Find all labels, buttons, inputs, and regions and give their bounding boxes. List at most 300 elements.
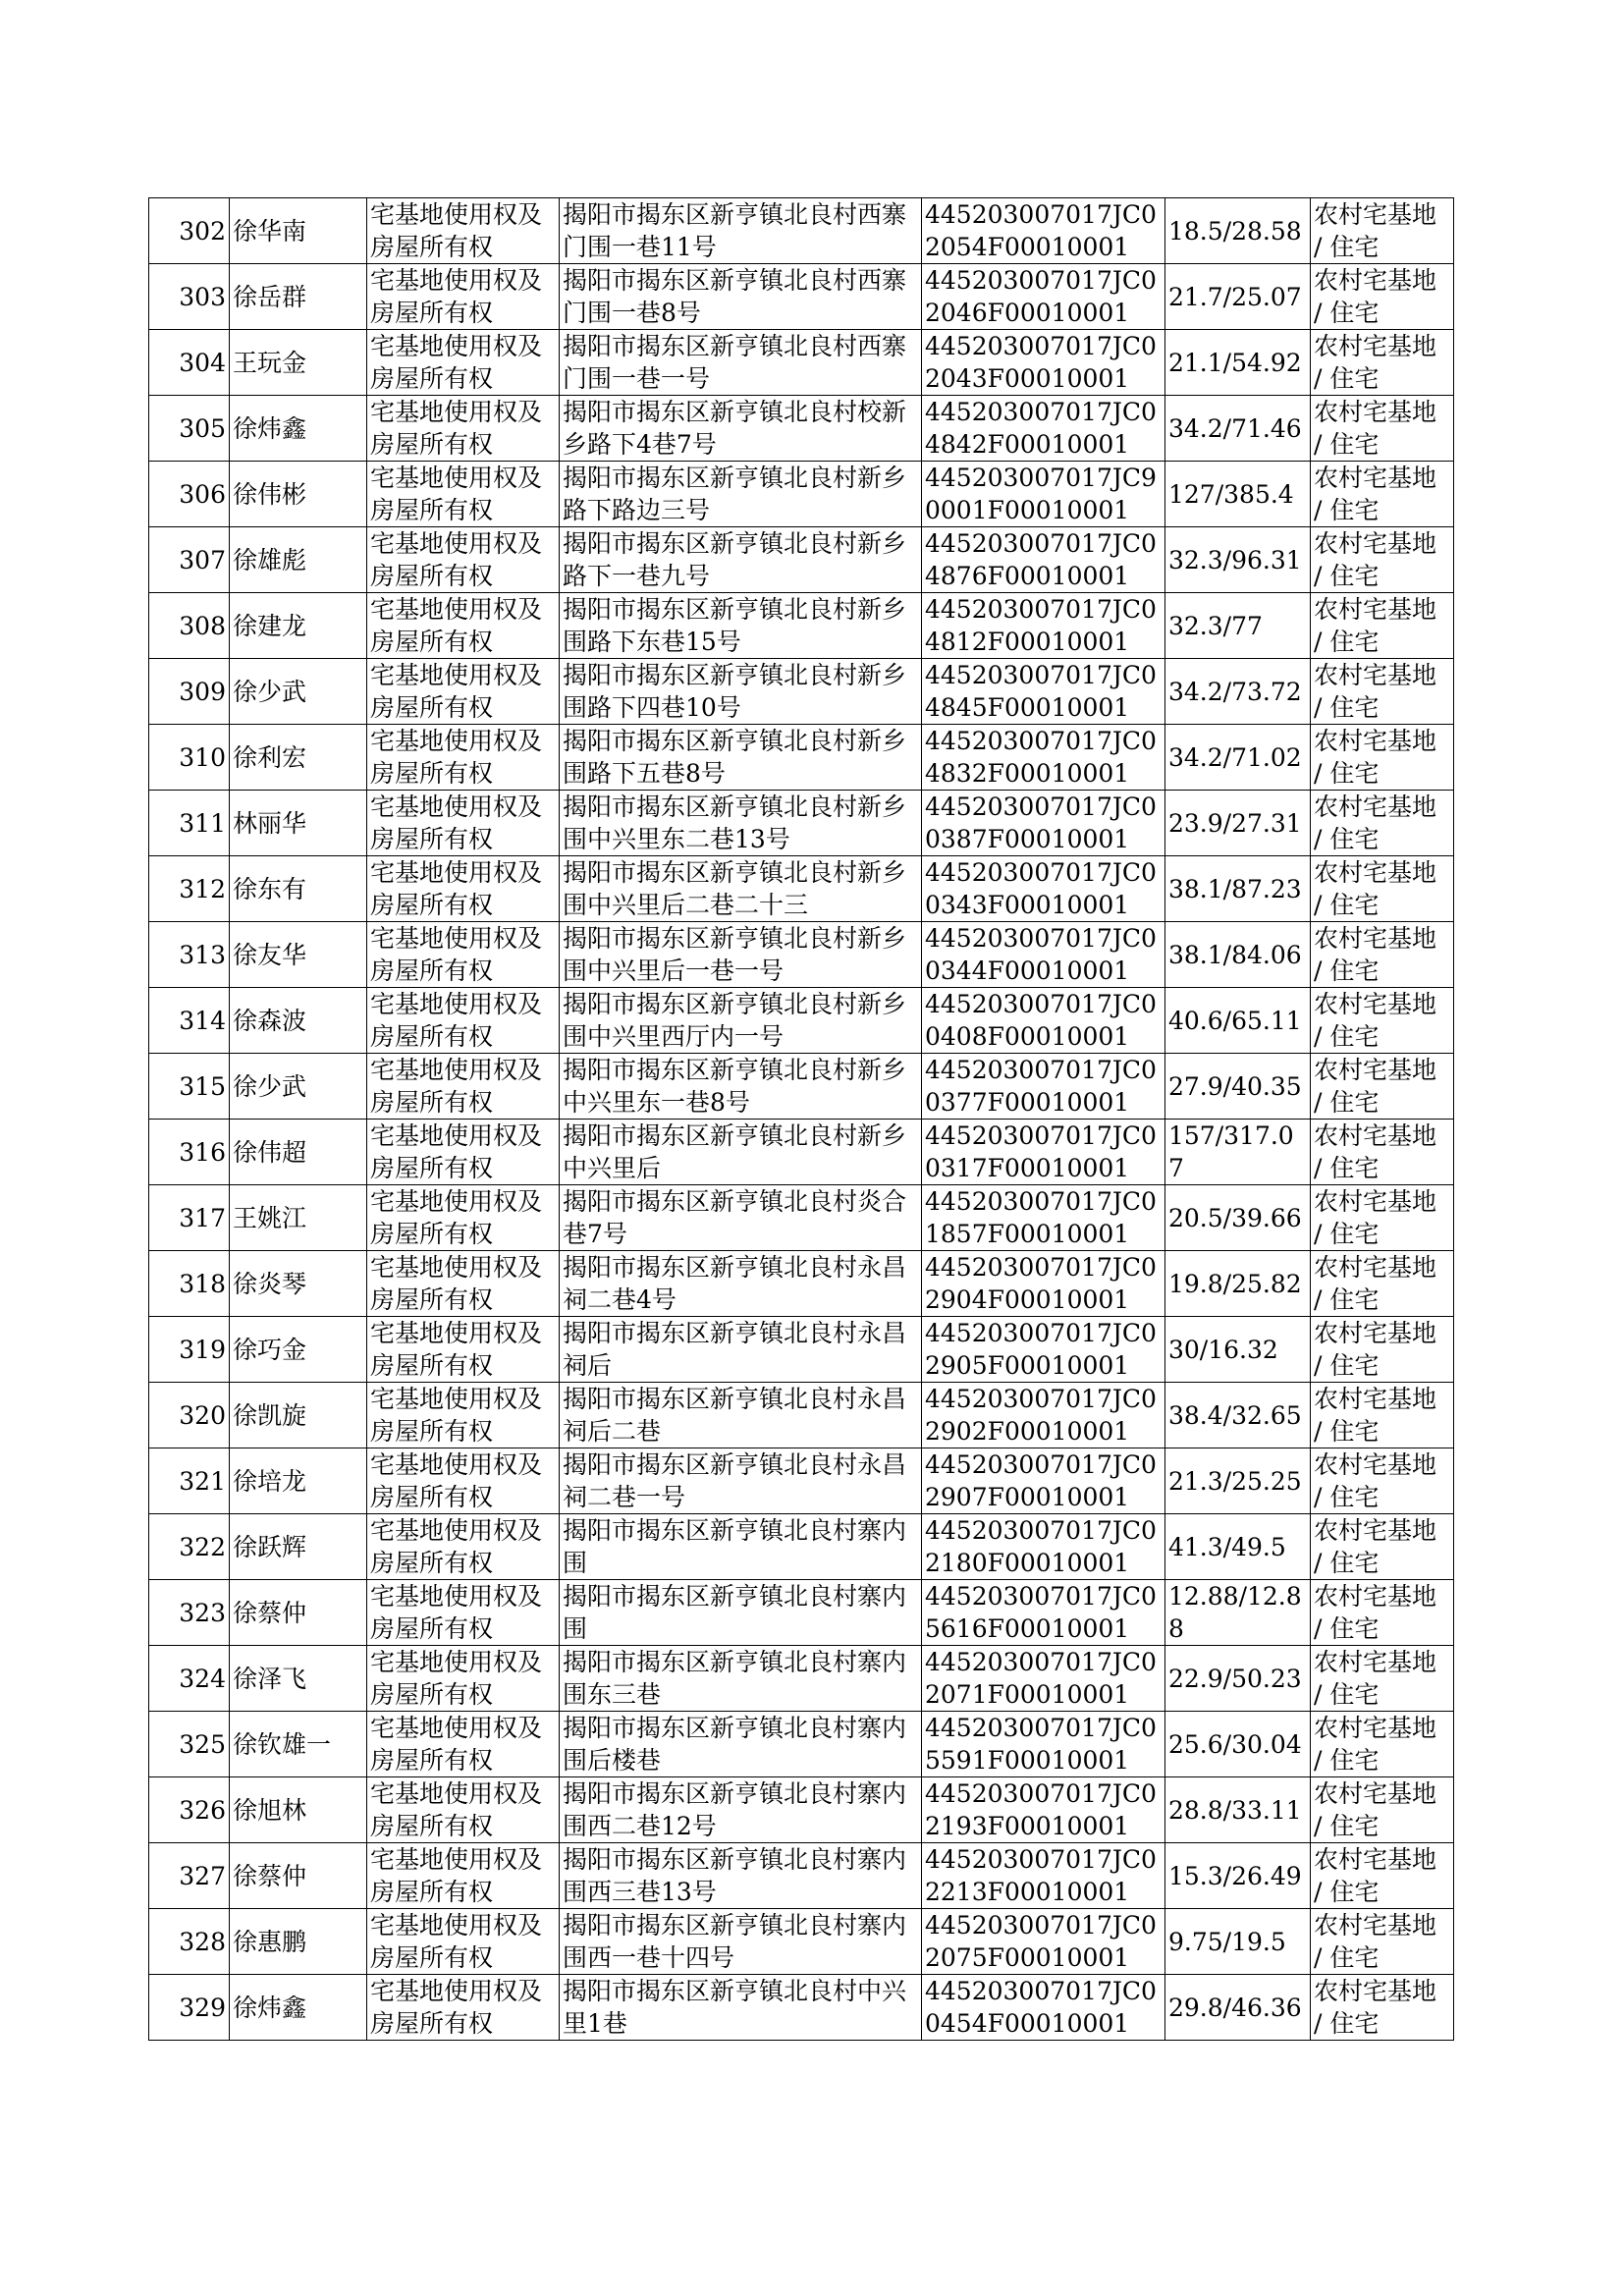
row-number-text: 315 (179, 1071, 226, 1101)
address-text: 揭阳市揭东区新亨镇北良村寨内围西二巷12号 (563, 1779, 907, 1840)
row-number-text: 303 (179, 282, 226, 311)
right-type-cell (367, 1054, 560, 1120)
table-row (149, 396, 1454, 462)
address-cell (560, 1843, 922, 1909)
usage-text: 农村宅基地 / 住宅 (1314, 1187, 1437, 1248)
area-cell (1165, 1909, 1311, 1975)
right-type-cell (367, 1120, 560, 1185)
registry-body (149, 198, 1454, 2041)
usage-cell (1311, 330, 1454, 396)
right-type-text: 宅基地使用权及房屋所有权 (370, 1319, 543, 1380)
owner-name-cell (230, 527, 367, 593)
usage-cell (1311, 198, 1454, 264)
usage-cell (1311, 396, 1454, 462)
usage-text: 农村宅基地 / 住宅 (1314, 661, 1437, 722)
area-cell (1165, 659, 1311, 725)
row-number-cell (149, 1383, 230, 1448)
right-type-text: 宅基地使用权及房屋所有权 (370, 1779, 543, 1840)
address-cell (560, 1975, 922, 2041)
right-type-text: 宅基地使用权及房屋所有权 (370, 332, 543, 393)
parcel-code-cell (922, 1777, 1165, 1843)
row-number-text: 328 (179, 1927, 226, 1956)
address-text: 揭阳市揭东区新亨镇北良村寨内围后楼巷 (563, 1714, 907, 1775)
row-number-text: 324 (179, 1664, 226, 1693)
owner-name-cell (230, 1777, 367, 1843)
usage-text: 农村宅基地 / 住宅 (1314, 1385, 1437, 1446)
parcel-code-text: 445203007017JC00377F00010001 (925, 1056, 1157, 1117)
parcel-code-cell (922, 725, 1165, 791)
area-text: 38.1/87.23 (1168, 874, 1302, 903)
owner-name-text: 徐雄彪 (233, 545, 307, 574)
right-type-cell (367, 1909, 560, 1975)
right-type-cell (367, 1843, 560, 1909)
area-cell (1165, 856, 1311, 922)
parcel-code-cell (922, 1975, 1165, 2041)
row-number-cell (149, 791, 230, 856)
parcel-code-cell (922, 1448, 1165, 1514)
owner-name-cell (230, 1251, 367, 1317)
table-row (149, 1317, 1454, 1383)
usage-text: 农村宅基地 / 住宅 (1314, 1582, 1437, 1643)
address-text: 揭阳市揭东区新亨镇北良村新乡围中兴里后二巷二十三 (563, 858, 907, 919)
area-text: 22.9/50.23 (1168, 1664, 1302, 1693)
usage-cell (1311, 593, 1454, 659)
usage-text: 农村宅基地 / 住宅 (1314, 398, 1437, 459)
address-text: 揭阳市揭东区新亨镇北良村西寨门围一巷11号 (563, 200, 907, 261)
address-text: 揭阳市揭东区新亨镇北良村新乡围中兴里西厅内一号 (563, 990, 907, 1051)
usage-cell (1311, 1843, 1454, 1909)
table-row (149, 1975, 1454, 2041)
parcel-code-text: 445203007017JC05591F00010001 (925, 1714, 1157, 1775)
right-type-cell (367, 593, 560, 659)
owner-name-cell (230, 462, 367, 527)
area-text: 30/16.32 (1168, 1335, 1278, 1364)
row-number-text: 322 (179, 1532, 226, 1561)
area-cell (1165, 1054, 1311, 1120)
owner-name-cell (230, 1383, 367, 1448)
parcel-code-cell (922, 856, 1165, 922)
row-number-cell (149, 1185, 230, 1251)
address-cell (560, 1185, 922, 1251)
address-cell (560, 1251, 922, 1317)
right-type-cell (367, 922, 560, 988)
area-text: 21.1/54.92 (1168, 348, 1302, 377)
area-cell (1165, 1712, 1311, 1777)
table-row (149, 725, 1454, 791)
owner-name-text: 徐蔡仲 (233, 1861, 307, 1890)
right-type-cell (367, 1251, 560, 1317)
right-type-cell (367, 264, 560, 330)
row-number-cell (149, 198, 230, 264)
right-type-cell (367, 462, 560, 527)
usage-cell (1311, 527, 1454, 593)
right-type-cell (367, 527, 560, 593)
area-text: 27.9/40.35 (1168, 1071, 1302, 1101)
address-cell (560, 1712, 922, 1777)
owner-name-cell (230, 659, 367, 725)
address-cell (560, 1120, 922, 1185)
parcel-code-cell (922, 1317, 1165, 1383)
owner-name-cell (230, 1514, 367, 1580)
area-cell (1165, 593, 1311, 659)
owner-name-text: 徐炜鑫 (233, 1993, 307, 2022)
right-type-text: 宅基地使用权及房屋所有权 (370, 529, 543, 590)
address-text: 揭阳市揭东区新亨镇北良村校新乡路下4巷7号 (563, 398, 907, 459)
table-row (149, 922, 1454, 988)
address-cell (560, 1514, 922, 1580)
area-text: 34.2/73.72 (1168, 677, 1302, 706)
parcel-code-text: 445203007017JC02213F00010001 (925, 1845, 1157, 1906)
usage-text: 农村宅基地 / 住宅 (1314, 464, 1437, 524)
address-cell (560, 264, 922, 330)
usage-cell (1311, 988, 1454, 1054)
usage-cell (1311, 1580, 1454, 1646)
area-text: 29.8/46.36 (1168, 1993, 1302, 2022)
address-text: 揭阳市揭东区新亨镇北良村西寨门围一巷一号 (563, 332, 907, 393)
usage-text: 农村宅基地 / 住宅 (1314, 529, 1437, 590)
row-number-text: 310 (179, 742, 226, 772)
row-number-cell (149, 1448, 230, 1514)
row-number-cell (149, 1975, 230, 2041)
table-row (149, 1580, 1454, 1646)
right-type-text: 宅基地使用权及房屋所有权 (370, 924, 543, 985)
area-cell (1165, 1646, 1311, 1712)
owner-name-cell (230, 1646, 367, 1712)
right-type-text: 宅基地使用权及房屋所有权 (370, 1516, 543, 1577)
owner-name-text: 徐凯旋 (233, 1400, 307, 1430)
owner-name-cell (230, 1120, 367, 1185)
table-row (149, 1843, 1454, 1909)
address-cell (560, 988, 922, 1054)
owner-name-text: 徐炎琴 (233, 1269, 307, 1298)
row-number-text: 317 (179, 1203, 226, 1232)
address-text: 揭阳市揭东区新亨镇北良村新乡路下一巷九号 (563, 529, 907, 590)
parcel-code-text: 445203007017JC02043F00010001 (925, 332, 1157, 393)
parcel-code-text: 445203007017JC00387F00010001 (925, 792, 1157, 853)
right-type-cell (367, 1975, 560, 2041)
usage-text: 农村宅基地 / 住宅 (1314, 1648, 1437, 1709)
table-row (149, 856, 1454, 922)
area-text: 21.3/25.25 (1168, 1466, 1302, 1496)
area-cell (1165, 198, 1311, 264)
owner-name-cell (230, 1054, 367, 1120)
usage-cell (1311, 1448, 1454, 1514)
parcel-code-cell (922, 1185, 1165, 1251)
table-row (149, 1909, 1454, 1975)
usage-text: 农村宅基地 / 住宅 (1314, 1253, 1437, 1314)
owner-name-text: 徐巧金 (233, 1335, 307, 1364)
area-cell (1165, 1975, 1311, 2041)
table-row (149, 593, 1454, 659)
area-text: 25.6/30.04 (1168, 1729, 1302, 1759)
area-text: 38.1/84.06 (1168, 940, 1302, 969)
property-registry-table (148, 197, 1454, 2041)
usage-text: 农村宅基地 / 住宅 (1314, 595, 1437, 656)
row-number-text: 321 (179, 1466, 226, 1496)
address-text: 揭阳市揭东区新亨镇北良村寨内围西三巷13号 (563, 1845, 907, 1906)
table-row (149, 1777, 1454, 1843)
right-type-text: 宅基地使用权及房屋所有权 (370, 727, 543, 788)
parcel-code-text: 445203007017JC04832F00010001 (925, 727, 1157, 788)
right-type-cell (367, 1646, 560, 1712)
parcel-code-cell (922, 791, 1165, 856)
parcel-code-cell (922, 1712, 1165, 1777)
parcel-code-text: 445203007017JC02904F00010001 (925, 1253, 1157, 1314)
table-row (149, 1120, 1454, 1185)
right-type-text: 宅基地使用权及房屋所有权 (370, 792, 543, 853)
right-type-text: 宅基地使用权及房屋所有权 (370, 1714, 543, 1775)
owner-name-text: 徐蔡仲 (233, 1598, 307, 1627)
owner-name-cell (230, 988, 367, 1054)
row-number-cell (149, 396, 230, 462)
table-row (149, 988, 1454, 1054)
parcel-code-cell (922, 1120, 1165, 1185)
usage-cell (1311, 264, 1454, 330)
address-text: 揭阳市揭东区新亨镇北良村新乡围路下四巷10号 (563, 661, 907, 722)
usage-cell (1311, 659, 1454, 725)
address-cell (560, 1580, 922, 1646)
area-cell (1165, 1448, 1311, 1514)
address-text: 揭阳市揭东区新亨镇北良村新乡路下路边三号 (563, 464, 907, 524)
owner-name-cell (230, 1909, 367, 1975)
area-cell (1165, 1185, 1311, 1251)
parcel-code-cell (922, 330, 1165, 396)
usage-cell (1311, 791, 1454, 856)
row-number-cell (149, 462, 230, 527)
table-row (149, 791, 1454, 856)
area-text: 15.3/26.49 (1168, 1861, 1302, 1890)
area-text: 20.5/39.66 (1168, 1203, 1302, 1232)
area-cell (1165, 1514, 1311, 1580)
usage-text: 农村宅基地 / 住宅 (1314, 792, 1437, 853)
area-text: 9.75/19.5 (1168, 1927, 1286, 1956)
usage-cell (1311, 1120, 1454, 1185)
address-cell (560, 593, 922, 659)
right-type-text: 宅基地使用权及房屋所有权 (370, 266, 543, 327)
usage-cell (1311, 1777, 1454, 1843)
address-cell (560, 1448, 922, 1514)
row-number-cell (149, 330, 230, 396)
owner-name-text: 徐炜鑫 (233, 413, 307, 443)
usage-text: 农村宅基地 / 住宅 (1314, 200, 1437, 261)
usage-text: 农村宅基地 / 住宅 (1314, 1450, 1437, 1511)
area-cell (1165, 1317, 1311, 1383)
address-cell (560, 1054, 922, 1120)
address-text: 揭阳市揭东区新亨镇北良村炎合巷7号 (563, 1187, 907, 1248)
address-text: 揭阳市揭东区新亨镇北良村中兴里1巷 (563, 1977, 907, 2038)
right-type-text: 宅基地使用权及房屋所有权 (370, 1450, 543, 1511)
right-type-text: 宅基地使用权及房屋所有权 (370, 1121, 543, 1182)
row-number-text: 318 (179, 1269, 226, 1298)
owner-name-cell (230, 725, 367, 791)
area-cell (1165, 725, 1311, 791)
owner-name-cell (230, 1580, 367, 1646)
address-cell (560, 198, 922, 264)
area-text: 40.6/65.11 (1168, 1006, 1302, 1035)
owner-name-cell (230, 1448, 367, 1514)
address-cell (560, 922, 922, 988)
usage-cell (1311, 1909, 1454, 1975)
row-number-cell (149, 922, 230, 988)
usage-text: 农村宅基地 / 住宅 (1314, 266, 1437, 327)
usage-cell (1311, 1514, 1454, 1580)
usage-cell (1311, 1646, 1454, 1712)
usage-text: 农村宅基地 / 住宅 (1314, 1977, 1437, 2038)
right-type-text: 宅基地使用权及房屋所有权 (370, 398, 543, 459)
address-text: 揭阳市揭东区新亨镇北良村新乡中兴里后 (563, 1121, 907, 1182)
right-type-text: 宅基地使用权及房屋所有权 (370, 1582, 543, 1643)
usage-text: 农村宅基地 / 住宅 (1314, 990, 1437, 1051)
table-row (149, 1251, 1454, 1317)
row-number-text: 302 (179, 216, 226, 246)
parcel-code-text: 445203007017JC00317F00010001 (925, 1121, 1157, 1182)
owner-name-text: 徐泽飞 (233, 1664, 307, 1693)
usage-cell (1311, 1251, 1454, 1317)
parcel-code-cell (922, 1514, 1165, 1580)
area-text: 32.3/96.31 (1168, 545, 1302, 574)
row-number-text: 316 (179, 1137, 226, 1167)
row-number-text: 327 (179, 1861, 226, 1890)
parcel-code-cell (922, 1251, 1165, 1317)
right-type-text: 宅基地使用权及房屋所有权 (370, 1385, 543, 1446)
address-cell (560, 1646, 922, 1712)
parcel-code-text: 445203007017JC04812F00010001 (925, 595, 1157, 656)
area-text: 34.2/71.46 (1168, 413, 1302, 443)
address-cell (560, 396, 922, 462)
row-number-cell (149, 725, 230, 791)
usage-text: 农村宅基地 / 住宅 (1314, 1714, 1437, 1775)
row-number-text: 312 (179, 874, 226, 903)
area-cell (1165, 527, 1311, 593)
right-type-text: 宅基地使用权及房屋所有权 (370, 1977, 543, 2038)
usage-cell (1311, 725, 1454, 791)
row-number-text: 304 (179, 348, 226, 377)
parcel-code-text: 445203007017JC02071F00010001 (925, 1648, 1157, 1709)
table-row (149, 330, 1454, 396)
owner-name-text: 徐少武 (233, 1071, 307, 1101)
row-number-text: 325 (179, 1729, 226, 1759)
area-cell (1165, 264, 1311, 330)
area-cell (1165, 1120, 1311, 1185)
right-type-text: 宅基地使用权及房屋所有权 (370, 1648, 543, 1709)
parcel-code-text: 445203007017JC01857F00010001 (925, 1187, 1157, 1248)
owner-name-cell (230, 922, 367, 988)
parcel-code-cell (922, 659, 1165, 725)
parcel-code-text: 445203007017JC00344F00010001 (925, 924, 1157, 985)
row-number-cell (149, 1646, 230, 1712)
parcel-code-cell (922, 396, 1165, 462)
parcel-code-text: 445203007017JC00454F00010001 (925, 1977, 1157, 2038)
parcel-code-cell (922, 1383, 1165, 1448)
usage-text: 农村宅基地 / 住宅 (1314, 1845, 1437, 1906)
area-cell (1165, 462, 1311, 527)
right-type-text: 宅基地使用权及房屋所有权 (370, 595, 543, 656)
owner-name-cell (230, 264, 367, 330)
area-text: 19.8/25.82 (1168, 1269, 1302, 1298)
address-cell (560, 1383, 922, 1448)
right-type-cell (367, 1514, 560, 1580)
owner-name-cell (230, 1843, 367, 1909)
area-text: 28.8/33.11 (1168, 1795, 1302, 1825)
area-text: 21.7/25.07 (1168, 282, 1302, 311)
row-number-cell (149, 1712, 230, 1777)
parcel-code-cell (922, 527, 1165, 593)
usage-text: 农村宅基地 / 住宅 (1314, 924, 1437, 985)
table-row (149, 264, 1454, 330)
parcel-code-cell (922, 922, 1165, 988)
area-cell (1165, 922, 1311, 988)
owner-name-cell (230, 330, 367, 396)
right-type-cell (367, 198, 560, 264)
usage-cell (1311, 462, 1454, 527)
area-cell (1165, 791, 1311, 856)
parcel-code-text: 445203007017JC02075F00010001 (925, 1911, 1157, 1972)
parcel-code-text: 445203007017JC04842F00010001 (925, 398, 1157, 459)
table-row (149, 527, 1454, 593)
right-type-text: 宅基地使用权及房屋所有权 (370, 990, 543, 1051)
address-cell (560, 1909, 922, 1975)
owner-name-cell (230, 198, 367, 264)
row-number-cell (149, 988, 230, 1054)
area-cell (1165, 330, 1311, 396)
usage-text: 农村宅基地 / 住宅 (1314, 1056, 1437, 1117)
area-cell (1165, 396, 1311, 462)
parcel-code-text: 445203007017JC02180F00010001 (925, 1516, 1157, 1577)
usage-cell (1311, 922, 1454, 988)
area-text: 157/317.07 (1168, 1121, 1294, 1182)
usage-text: 农村宅基地 / 住宅 (1314, 1516, 1437, 1577)
address-cell (560, 330, 922, 396)
parcel-code-cell (922, 198, 1165, 264)
usage-cell (1311, 1185, 1454, 1251)
owner-name-text: 徐跃辉 (233, 1532, 307, 1561)
owner-name-cell (230, 1317, 367, 1383)
address-text: 揭阳市揭东区新亨镇北良村寨内围西一巷十四号 (563, 1911, 907, 1972)
address-cell (560, 659, 922, 725)
address-text: 揭阳市揭东区新亨镇北良村永昌祠二巷4号 (563, 1253, 907, 1314)
row-number-text: 329 (179, 1993, 226, 2022)
usage-text: 农村宅基地 / 住宅 (1314, 1319, 1437, 1380)
row-number-text: 313 (179, 940, 226, 969)
usage-text: 农村宅基地 / 住宅 (1314, 727, 1437, 788)
address-cell (560, 1317, 922, 1383)
parcel-code-text: 445203007017JC04845F00010001 (925, 661, 1157, 722)
usage-cell (1311, 1383, 1454, 1448)
owner-name-cell (230, 1185, 367, 1251)
row-number-text: 326 (179, 1795, 226, 1825)
row-number-text: 319 (179, 1335, 226, 1364)
row-number-text: 307 (179, 545, 226, 574)
table-row (149, 1448, 1454, 1514)
right-type-cell (367, 1185, 560, 1251)
row-number-cell (149, 593, 230, 659)
right-type-text: 宅基地使用权及房屋所有权 (370, 1253, 543, 1314)
right-type-cell (367, 856, 560, 922)
usage-cell (1311, 1317, 1454, 1383)
parcel-code-cell (922, 1909, 1165, 1975)
owner-name-text: 林丽华 (233, 808, 307, 838)
right-type-text: 宅基地使用权及房屋所有权 (370, 1187, 543, 1248)
table-row (149, 1383, 1454, 1448)
parcel-code-cell (922, 593, 1165, 659)
owner-name-text: 徐森波 (233, 1006, 307, 1035)
owner-name-text: 徐钦雄一 (233, 1729, 332, 1759)
right-type-cell (367, 1580, 560, 1646)
parcel-code-cell (922, 1054, 1165, 1120)
row-number-cell (149, 1120, 230, 1185)
address-text: 揭阳市揭东区新亨镇北良村永昌祠后 (563, 1319, 907, 1380)
row-number-cell (149, 659, 230, 725)
